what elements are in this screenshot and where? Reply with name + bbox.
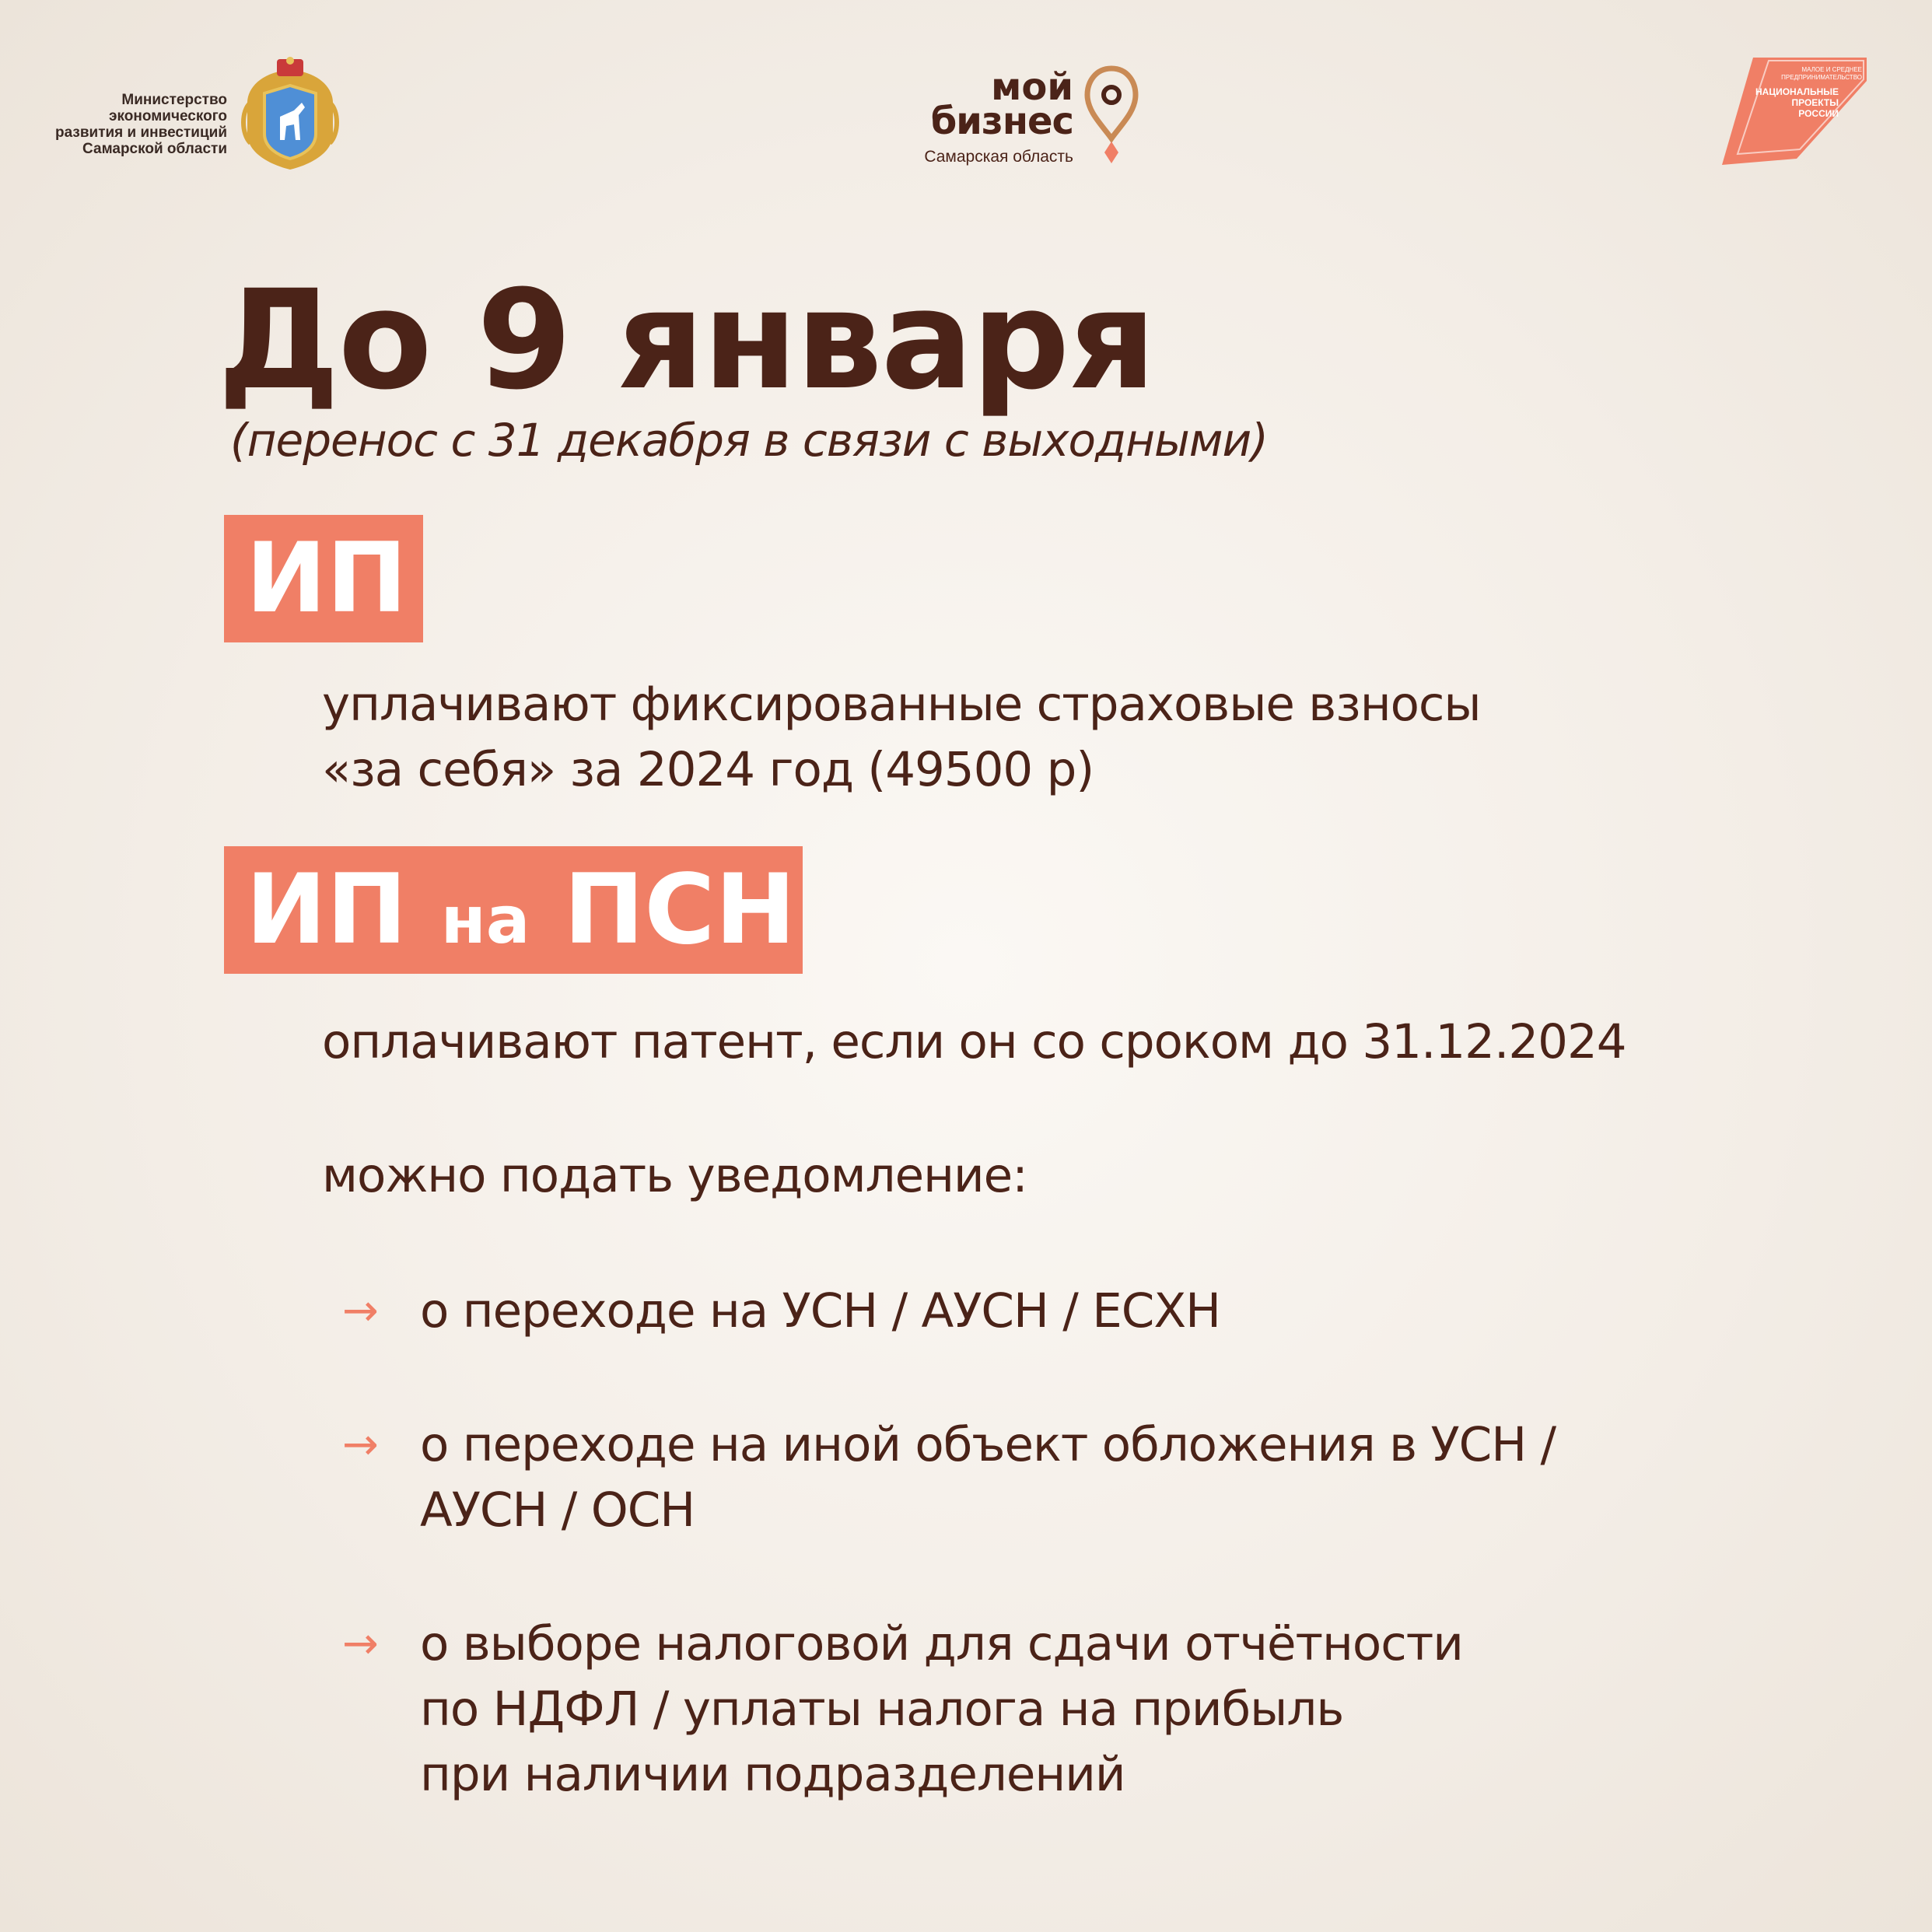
moi-biznes-line1: мой <box>991 65 1073 109</box>
arrow-right-icon: → <box>342 1419 378 1470</box>
section2-text2: можно подать уведомление: <box>322 1148 1027 1203</box>
tag-ip: ИП <box>224 515 423 642</box>
arrow-right-icon: → <box>342 1286 378 1336</box>
tag-ip-psn-part1: ИП <box>246 854 408 966</box>
samara-coat-of-arms-icon <box>240 56 341 171</box>
location-pin-icon <box>1084 64 1139 165</box>
svg-text:РОССИИ: РОССИИ <box>1798 108 1839 119</box>
page-title: До 9 января <box>218 261 1155 420</box>
ministry-name: Министерство экономического развития и инвестиций Самарской области <box>54 92 227 157</box>
tag-ip-psn-part3: ПСН <box>563 854 796 966</box>
national-projects-logo-icon <box>1722 58 1867 166</box>
arrow-right-icon: → <box>342 1619 378 1669</box>
list-item-text: о переходе на УСН / АУСН / ЕСХН <box>420 1283 1220 1339</box>
moi-biznes-wordmark <box>918 65 1073 143</box>
moi-biznes-region: Самарская область <box>924 148 1073 166</box>
section2-text1: оплачивают патент, если он со сроком до 31.12.2024 <box>322 1014 1626 1069</box>
page-subtitle: (перенос с 31 декабря в связи с выходными) <box>230 414 1268 467</box>
moi-biznes-line2: бизнес <box>930 100 1073 143</box>
section1-text-line1: уплачивают фиксированные страховые взносы <box>322 677 1481 732</box>
tag-ip-psn-part2: на <box>440 882 530 958</box>
list-item-text: о переходе на иной объект обложения в УСН / АУСН / ОСН <box>420 1417 1556 1538</box>
list-item-text: о выборе налоговой для сдачи отчётности по НДФЛ / уплаты налога на прибыль при наличии подразделений <box>420 1616 1463 1802</box>
section1-text-line2: «за себя» за 2024 год (49500 р) <box>322 742 1094 797</box>
section1-text <box>322 672 1481 803</box>
svg-text:ПРОЕКТЫ: ПРОЕКТЫ <box>1791 97 1839 108</box>
tag-ip-psn <box>224 846 803 974</box>
svg-text:ПРЕДПРИНИМАТЕЛЬСТВО: ПРЕДПРИНИМАТЕЛЬСТВО <box>1781 74 1862 81</box>
svg-text:МАЛОЕ И СРЕДНЕЕ: МАЛОЕ И СРЕДНЕЕ <box>1801 66 1862 73</box>
svg-text:НАЦИОНАЛЬНЫЕ: НАЦИОНАЛЬНЫЕ <box>1755 86 1839 97</box>
